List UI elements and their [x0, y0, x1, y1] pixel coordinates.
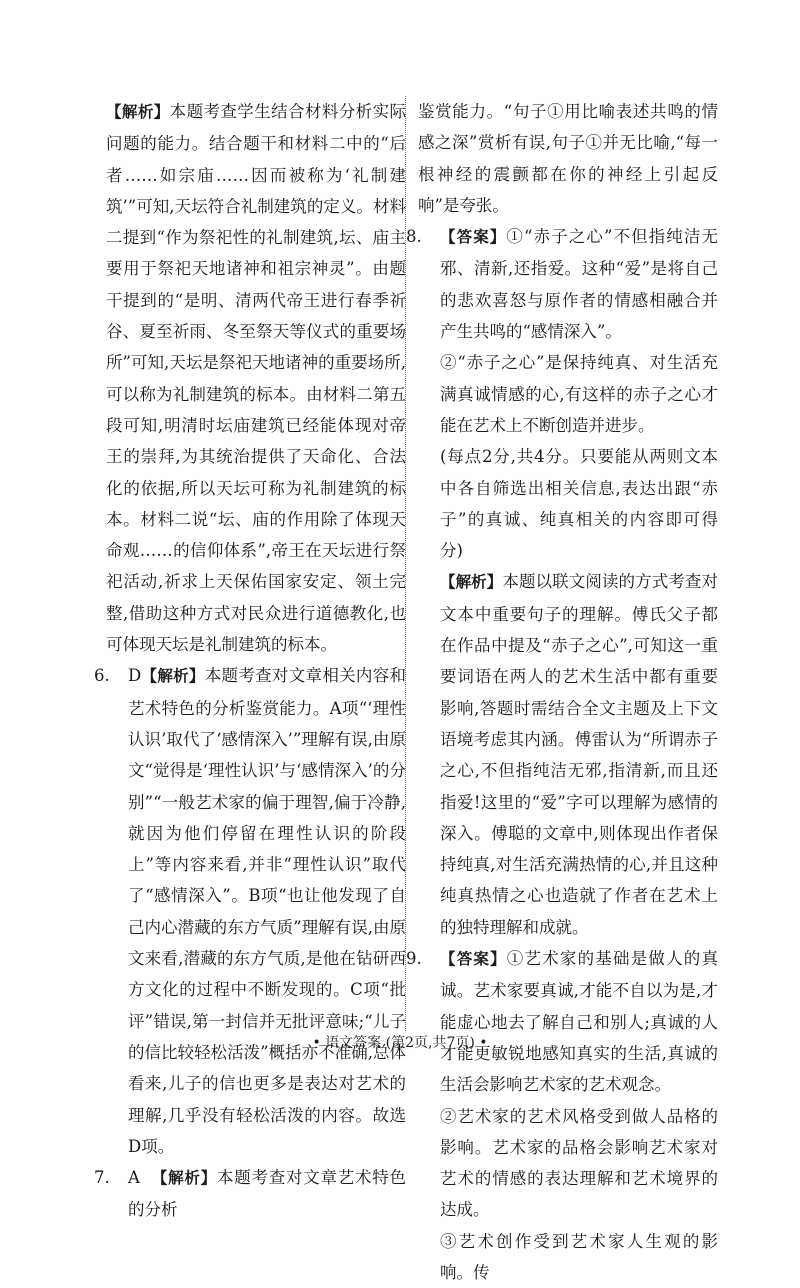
- answer-letter: D: [128, 666, 142, 686]
- analysis-tag: 【解析】: [106, 103, 170, 121]
- answer-point-3: ③艺术创作受到艺术家人生观的影响。传: [440, 1231, 718, 1282]
- right-column: [406, 96, 718, 1288]
- question-8-answer: [406, 221, 718, 347]
- page-footer: • 语文答案 (第2页,共7页) •: [312, 1035, 488, 1051]
- analysis-text: 本题以联文阅读的方式考查对文本中重要句子的理解。傅氏父子都在作品中提及“赤子之心”,可知这一重要词语在两人的艺术生活中都有重要影响,答题时需结合全文主题及上下文语境考虑其内涵。傅雷认为“所谓赤子之心,不但指纯洁无邪,指清新,而且还指爱!这里的“爱”字可以理解为感情的深入。傅聪的文章中,则体现出作者保持纯真,对生活充满热情的心,并且这种纯真热情之心也造就了作者在艺术上的独特理解和成就。: [440, 572, 718, 937]
- question-number: 9.: [406, 949, 422, 969]
- answer-point-1: ①“赤子之心”不但指纯洁无邪、清新,还指爱。这种“爱”是将自己的悲欢喜怒与原作者的情感相融合并产生共鸣的“感情深入”。: [440, 227, 718, 342]
- question-7-continued: 鉴赏能力。“句子①用比喻表述共鸣的情感之深”赏析有误,句子①并无比喻,“每一根神经的震颤都在你的神经上引起反响”是夸张。: [418, 102, 718, 215]
- analysis-text: 本题考查对文章艺术特色的分析: [128, 1168, 406, 1220]
- analysis-text: 本题考查对文章相关内容和艺术特色的分析鉴赏能力。A项“‘理性认识’取代了‘感情深入’”理解有误,由原文“觉得是‘理性认识’与‘感情深入’的分别”“一般艺术家的偏于理智,偏于冷静,就因为他们停留在理性认识的阶段上”等内容来看,并非“理性认识”取代了“感情深入”。B项“也让他发现了自己内心潜藏的东方气质”理解有误,由原文来看,潜藏的东方气质,是他在钻研西方文化的过程中不断发现的。C项“批评”错误,第一封信并无批评意味;“儿子的信比较轻松活泼”概括亦不准确,总体看来,儿子的信也更多是表达对艺术的理解,几乎没有轻松活泼的内容。故选D项。: [128, 666, 406, 1156]
- answer-tag: 【答案】: [440, 950, 507, 969]
- answer-point-1: ①艺术家的基础是做人的真诚。艺术家要真诚,才能不自以为是,才能虚心地去了解自己和别人;真诚的人才能更敏锐地感知真实的生活,真诚的生活会影响艺术家的艺术观念。: [440, 949, 718, 1095]
- analysis-tag: 【解析】: [151, 1169, 217, 1188]
- question-number: 6.: [94, 666, 110, 686]
- question-8-analysis: [418, 566, 718, 943]
- answer-letter: A: [128, 1168, 140, 1188]
- answer-point-2: ②“赤子之心”是保持纯真、对生活充满真诚情感的心,有这样的赤子之心才能在艺术上不断创造并进步。: [440, 353, 718, 435]
- answer-point-2: ②艺术家的艺术风格受到做人品格的影响。艺术家的品格会影响艺术家对艺术的情感的表达理解和艺术境界的达成。: [440, 1106, 718, 1220]
- question-7: [94, 1162, 406, 1226]
- analysis-q5: [106, 96, 406, 660]
- question-number: 7.: [94, 1168, 110, 1188]
- scoring-note: (每点2分,共4分。只要能从两则文本中各自筛选出相关信息,表达出跟“赤子”的真诚、纯真相关的内容即可得分): [440, 447, 718, 561]
- question-number: 8.: [406, 227, 422, 247]
- analysis-text: 本题考查学生结合材料分析实际问题的能力。结合题干和材料二中的“后者……如宗庙……因而被称为‘礼制建筑’”可知,天坛符合礼制建筑的定义。材料二提到“作为祭祀性的礼制建筑,坛、庙主要用于祭祀天地诸神和祖宗神灵”。由题干提到的“是明、清两代帝王进行春季祈谷、夏至祈雨、冬至祭天等仪式的重要场所”可知,天坛是祭祀天地诸神的重要场所,可以称为礼制建筑的标本。由材料二第五段可知,明清时坛庙建筑已经能体现对帝王的崇拜,为其统治提供了天命化、合法化的依据,所以天坛可称为礼制建筑的标本。材料二说“坛、庙的作用除了体现天命观……的信仰体系”,帝王在天坛进行祭祀活动,祈求上天保佑国家安定、领土完整,借助这种方式对民众进行道德教化,也可体现天坛是礼制建筑的标本。: [106, 102, 406, 655]
- question-9-answer: [406, 943, 718, 1100]
- question-6: [94, 660, 406, 1162]
- analysis-tag: 【解析】: [141, 667, 205, 686]
- answer-tag: 【答案】: [440, 228, 507, 247]
- analysis-tag: 【解析】: [440, 573, 503, 592]
- left-column: [94, 96, 406, 1226]
